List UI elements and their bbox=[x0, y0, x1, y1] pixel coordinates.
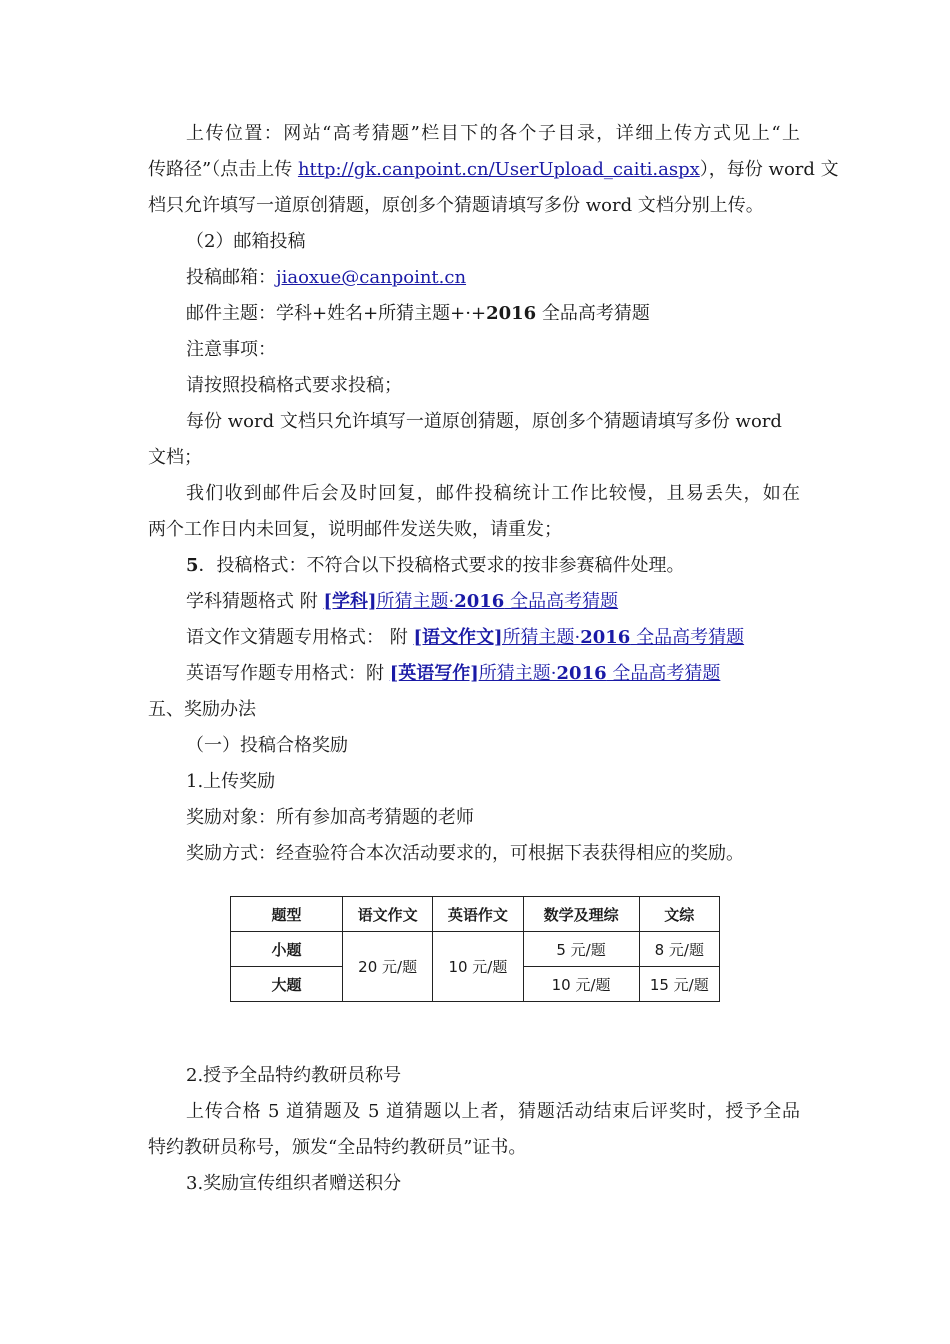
title-award-cont: 特约教研员称号，颁发“全品特约教研员”证书。 bbox=[148, 1137, 527, 1158]
header-cell: 语文作文 bbox=[343, 897, 433, 932]
table-cell: 20 元/题 bbox=[343, 932, 433, 1002]
note-3-cont: 两个工作日内未回复，说明邮件发送失败，请重发； bbox=[148, 519, 562, 540]
email-subject-line bbox=[148, 296, 800, 332]
header-cell: 数学及理综 bbox=[523, 897, 639, 932]
upload-rule-line: 档只允许填写一道原创猜题，原创多个猜题请填写多份 word 文档分别上传。 bbox=[148, 195, 764, 216]
link-part: 所猜主题· bbox=[502, 627, 581, 648]
link-part: 全品高考猜题 bbox=[606, 663, 721, 684]
format-subject-line bbox=[148, 584, 800, 620]
subsection-heading: （一）投稿合格奖励 bbox=[186, 735, 348, 756]
link-part: [学科] bbox=[323, 591, 377, 612]
title-award-text: 上传合格 5 道猜题及 5 道猜题以上者，猜题活动结束后评奖时，授予全品 bbox=[186, 1101, 800, 1122]
email-subject-text: 邮件主题：学科+姓名+所猜主题+·+ bbox=[186, 303, 487, 324]
note-3: 我们收到邮件后会及时回复，邮件投稿统计工作比较慢，且易丢失，如在 bbox=[186, 483, 800, 504]
format-text: ．投稿格式：不符合以下投稿格式要求的按非参赛稿件处理。 bbox=[198, 555, 685, 576]
format-english-label: 英语写作题专用格式：附 bbox=[186, 663, 390, 684]
link-part: 所猜主题· bbox=[478, 663, 557, 684]
table-cell: 8 元/题 bbox=[639, 932, 719, 967]
link-part: 2016 bbox=[454, 591, 505, 612]
header-cell: 英语作文 bbox=[433, 897, 523, 932]
email-subject-year: 2016 bbox=[486, 303, 537, 324]
note-2-cont: 文档； bbox=[148, 447, 202, 468]
table-header-row bbox=[231, 897, 720, 932]
link-part: [英语写作] bbox=[389, 663, 479, 684]
format-english-line bbox=[148, 656, 800, 692]
upload-location-line: 上传位置：网站“高考猜题”栏目下的各个子目录，详细上传方式见上“上 bbox=[186, 123, 800, 144]
format-heading bbox=[148, 548, 800, 584]
upload-path-text-2: ），每份 word 文 bbox=[699, 159, 839, 180]
table-cell: 15 元/题 bbox=[639, 967, 719, 1002]
format-chinese-line bbox=[148, 620, 800, 656]
table-wrapper bbox=[148, 872, 800, 1058]
format-chinese-label: 语文作文猜题专用格式： 附 bbox=[186, 627, 414, 648]
notes-heading: 注意事项： bbox=[186, 339, 276, 360]
table-cell: 10 元/题 bbox=[433, 932, 523, 1002]
link-part: 2016 bbox=[580, 627, 631, 648]
upload-path-text: 传路径”（点击上传 bbox=[148, 159, 298, 180]
format-subject-link[interactable] bbox=[323, 591, 618, 612]
table-cell: 5 元/题 bbox=[523, 932, 639, 967]
table-row bbox=[231, 932, 720, 967]
format-number: 5 bbox=[186, 555, 199, 576]
email-heading: （2）邮箱投稿 bbox=[186, 231, 306, 252]
note-2: 每份 word 文档只允许填写一道原创猜题，原创多个猜题请填写多份 word bbox=[186, 411, 782, 432]
format-english-link[interactable] bbox=[390, 663, 721, 684]
section-five-heading: 五、奖励办法 bbox=[148, 699, 256, 720]
link-part: 所猜主题· bbox=[376, 591, 455, 612]
title-award-heading: 2.授予全品特约教研员称号 bbox=[186, 1065, 402, 1086]
link-part: 2016 bbox=[556, 663, 607, 684]
email-label: 投稿邮箱： bbox=[186, 267, 276, 288]
header-cell: 题型 bbox=[231, 897, 343, 932]
row-label: 大题 bbox=[231, 967, 343, 1002]
reward-target: 奖励对象：所有参加高考猜题的老师 bbox=[186, 807, 474, 828]
header-cell: 文综 bbox=[639, 897, 719, 932]
reward-method: 奖励方式：经查验符合本次活动要求的，可根据下表获得相应的奖励。 bbox=[186, 843, 744, 864]
link-part: 全品高考猜题 bbox=[504, 591, 619, 612]
email-link[interactable]: jiaoxue@canpoint.cn bbox=[276, 267, 467, 288]
link-part: [语文作文] bbox=[413, 627, 503, 648]
upload-path-line bbox=[148, 152, 839, 188]
upload-reward-heading: 1.上传奖励 bbox=[186, 771, 276, 792]
format-chinese-link[interactable] bbox=[413, 627, 744, 648]
format-subject-label: 学科猜题格式 附 bbox=[186, 591, 324, 612]
organizer-award-heading: 3.奖励宣传组织者赠送积分 bbox=[186, 1173, 402, 1194]
row-label: 小题 bbox=[231, 932, 343, 967]
email-subject-tail: 全品高考猜题 bbox=[536, 303, 650, 324]
document-page bbox=[148, 116, 839, 1202]
reward-table bbox=[230, 896, 720, 1002]
email-address-line bbox=[148, 260, 800, 296]
note-1: 请按照投稿格式要求投稿； bbox=[186, 375, 402, 396]
upload-link[interactable]: http://gk.canpoint.cn/UserUpload_caiti.aspx bbox=[297, 159, 700, 180]
link-part: 全品高考猜题 bbox=[630, 627, 745, 648]
table-cell: 10 元/题 bbox=[523, 967, 639, 1002]
